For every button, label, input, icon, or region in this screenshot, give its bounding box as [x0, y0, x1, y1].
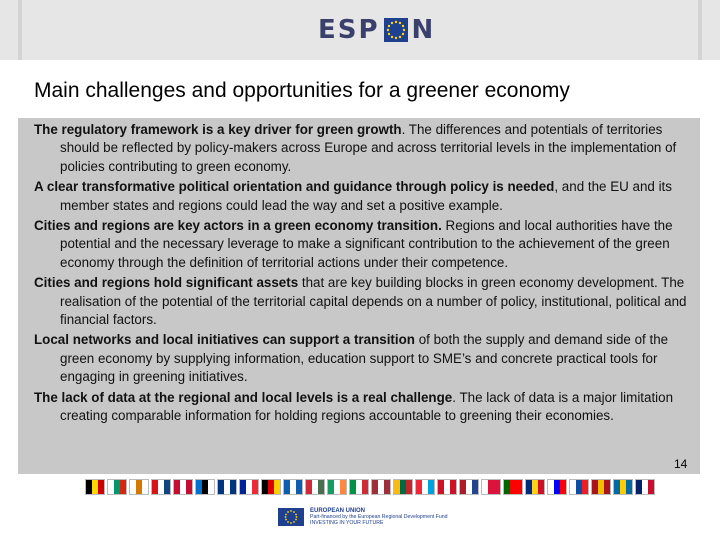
country-flag-icon — [129, 479, 149, 495]
paragraph — [34, 178, 690, 215]
country-flag-icon — [393, 479, 413, 495]
country-flag-icon — [217, 479, 237, 495]
paragraph-text: Regions and local authorities have the potential and the necessary leverage to make a significant contribution to the achievement of the green economy through the definition of territorial actions under their competence. — [60, 218, 673, 270]
header-strip-right — [698, 0, 702, 60]
eu-flag-icon — [278, 508, 304, 526]
paragraph-text: , and the EU and its member states and regions could lead the way and set a positive example. — [60, 179, 672, 213]
country-flag-icon — [327, 479, 347, 495]
eu-line-2: Part-financed by the European Regional Development Fund — [310, 514, 448, 520]
country-flag-icon — [613, 479, 633, 495]
flag-strip — [0, 477, 720, 497]
country-flag-icon — [547, 479, 567, 495]
header-bar — [0, 0, 720, 60]
country-flag-icon — [85, 479, 105, 495]
country-flag-icon — [107, 479, 127, 495]
country-flag-icon — [503, 479, 523, 495]
paragraph-text: of both the supply and demand side of the green economy by supplying information, education support to SME’s and concrete practical tools for engaging in greening initiatives. — [60, 332, 669, 385]
country-flag-icon — [481, 479, 501, 495]
paragraph — [34, 389, 690, 426]
paragraph-lead: A clear transformative political orientation and guidance through policy is needed — [34, 179, 555, 195]
country-flag-icon — [591, 479, 611, 495]
country-flag-icon — [283, 479, 303, 495]
header-strip-left — [18, 0, 22, 60]
paragraph-text: that are key building blocks in green economy development. The realisation of the potential of the territorial capital depends on a number of policy, institutional, political and financial factors. — [60, 275, 687, 328]
paragraph — [34, 331, 690, 386]
country-flag-icon — [173, 479, 193, 495]
country-flag-icon — [415, 479, 435, 495]
country-flag-icon — [305, 479, 325, 495]
eu-funding-bar — [278, 506, 448, 528]
eu-funding-text — [310, 508, 448, 526]
page-number: 14 — [674, 457, 688, 471]
paragraph-lead: Local networks and local initiatives can support a transition — [34, 332, 415, 348]
logo-text-right: N — [411, 15, 436, 45]
paragraph-lead: Cities and regions hold significant assets — [34, 275, 299, 291]
logo-text-left: ESP — [318, 15, 380, 45]
country-flag-icon — [635, 479, 655, 495]
paragraph-text: . The lack of data is a major limitation creating comparable information for holding regions accountable to greening their economies. — [60, 389, 674, 424]
eu-line-1: EUROPEAN UNION — [310, 508, 366, 514]
logo-star-icon — [384, 18, 408, 42]
country-flag-icon — [239, 479, 259, 495]
paragraph — [34, 274, 690, 329]
paragraph-lead: The regulatory framework is a key driver for green growth — [34, 122, 402, 137]
country-flag-icon — [151, 479, 171, 495]
espon-logo — [318, 14, 435, 46]
country-flag-icon — [437, 479, 457, 495]
paragraph-text: . The differences and potentials of territories should be reflected by policy-makers across Europe and across territorial levels in the implementation of policies contributing to green economy. — [60, 122, 677, 174]
body-text — [34, 121, 690, 428]
country-flag-icon — [371, 479, 391, 495]
paragraph-lead: Cities and regions are key actors in a green economy transition. — [34, 218, 442, 234]
country-flag-icon — [349, 479, 369, 495]
country-flag-icon — [459, 479, 479, 495]
country-flag-icon — [525, 479, 545, 495]
eu-line-3: INVESTING IN YOUR FUTURE — [310, 520, 384, 526]
paragraph — [34, 217, 690, 272]
slide-title: Main challenges and opportunities for a greener economy — [34, 79, 570, 102]
paragraph — [34, 121, 690, 176]
paragraph-lead: The lack of data at the regional and local levels is a real challenge — [34, 389, 453, 405]
country-flag-icon — [195, 479, 215, 495]
country-flag-icon — [569, 479, 589, 495]
country-flag-icon — [261, 479, 281, 495]
